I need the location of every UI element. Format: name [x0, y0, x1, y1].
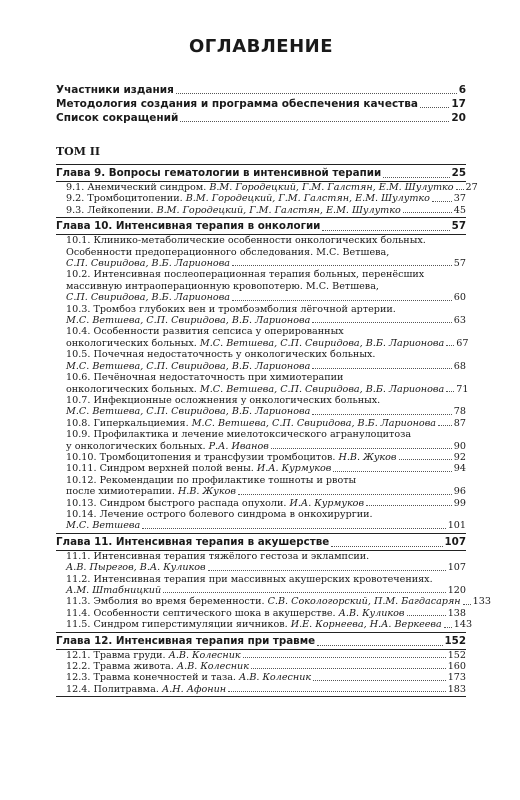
entry-text: 10.11. Синдром верхней полой вены. [66, 463, 257, 475]
front-matter-item[interactable] [56, 111, 466, 125]
dot-leader [383, 177, 450, 178]
entry-authors: М.С. Ветшева, С.П. Свиридова, В.Б. Ларионова [66, 315, 311, 327]
entry-line: 10.1. Клинико-метаболические особенности онкологических больных. [66, 235, 426, 247]
dot-leader [403, 212, 452, 213]
entry-last-line[interactable] [66, 383, 469, 395]
toc-entry [66, 205, 466, 216]
entry-text: 11.5. Синдром гиперстимуляции яичников. [66, 619, 291, 631]
entry-title [66, 441, 269, 452]
entry-authors: И.Е. Корнеева, Н.А. Веркеева [290, 619, 442, 631]
page-number: 27 [465, 182, 478, 193]
toc-entry [66, 684, 466, 695]
entry-text: Глава 12. Интенсивная терапия при травме [56, 634, 316, 647]
entry-text: после химиотерапии. [66, 486, 178, 498]
entry-last-line[interactable] [66, 498, 466, 509]
entry-title [66, 315, 310, 326]
dot-leader [313, 680, 446, 681]
entry-title [66, 406, 310, 417]
entry-authors: А.В. Колесник [176, 661, 249, 673]
dot-leader [420, 107, 449, 108]
toc-entry [66, 650, 466, 661]
dot-leader [446, 391, 454, 392]
entry-authors: Р.А. Иванов [208, 440, 269, 452]
entry-authors: С.В. Сокологорский, П.М. Багдасарян [267, 596, 461, 608]
page-number: 152 [444, 634, 466, 647]
entry-last-line[interactable] [66, 193, 466, 204]
entry-text: 12.2. Травма живота. [66, 661, 177, 673]
entry-text: 9.3. Лейкопении. [66, 204, 157, 216]
page-number: 173 [447, 672, 466, 684]
page-number: 107 [444, 535, 466, 548]
entry-text: онкологических больных. [66, 383, 200, 395]
page-number: 6 [458, 84, 466, 96]
page-number: 92 [453, 451, 466, 463]
dot-leader [407, 615, 446, 616]
page-number: 183 [447, 683, 466, 695]
toc-entry [66, 661, 466, 672]
entry-line: массивную интраоперационную кровопотерю. М.С. Ветшева, [66, 280, 379, 292]
entry-last-line[interactable] [66, 441, 466, 452]
dot-leader [232, 300, 452, 301]
page-number: 94 [453, 463, 466, 475]
dot-leader [312, 322, 451, 323]
dot-leader [243, 657, 446, 658]
entry-last-line[interactable] [66, 661, 466, 672]
chapter-heading[interactable] [56, 165, 466, 181]
entry-authors: В.М. Городецкий, Г.М. Галстян, Е.М. Шулутко [185, 193, 430, 205]
entry-last-line[interactable] [66, 463, 466, 474]
entry-title [66, 596, 461, 607]
page-number: 152 [447, 649, 466, 661]
entry-title [66, 661, 249, 672]
entry-authors: М.С. Ветшева, С.П. Свиридова, В.Б. Ларионова [66, 406, 311, 418]
entry-line: 10.4. Особенности развития сепсиса у оперированных [66, 326, 344, 338]
entry-last-line[interactable] [66, 452, 466, 463]
dot-leader [463, 604, 471, 605]
entry-line: 10.5. Почечная недостаточность у онкологических больных. [66, 349, 376, 361]
toc-entry [66, 395, 466, 418]
page-number: 63 [453, 315, 466, 327]
toc-entry [66, 574, 466, 597]
dot-leader [312, 414, 451, 415]
chapters-list [56, 164, 491, 697]
entry-text: 11.4. Особенности септического шока в акушерстве. [66, 607, 339, 619]
dot-leader [456, 189, 464, 190]
toc-entry [66, 509, 466, 532]
entry-last-line[interactable] [66, 585, 466, 596]
entry-title [66, 384, 444, 395]
entry-title [66, 205, 401, 216]
toc-entry [66, 326, 469, 349]
dot-leader [366, 505, 452, 506]
chapter-heading[interactable] [56, 534, 466, 550]
chapter-heading[interactable] [56, 218, 466, 234]
entry-text: Глава 11. Интенсивная терапия в акушерстве [56, 535, 330, 548]
page-number: 99 [453, 497, 466, 509]
toc-entry [66, 269, 466, 303]
toc-entry [66, 463, 466, 474]
entry-title [66, 361, 310, 372]
page-number: 90 [453, 440, 466, 452]
entry-title [66, 585, 161, 596]
entry-line: 10.2. Интенсивная послеоперационная терапия больных, перенёсших [66, 269, 425, 281]
entry-authors: И.А. Курмуков [289, 497, 365, 509]
entry-title [56, 633, 315, 649]
entry-title [56, 218, 320, 234]
toc-entry [66, 596, 491, 608]
entry-last-line[interactable] [66, 205, 466, 216]
page-number: 57 [453, 258, 466, 270]
entry-text: 12.1. Травма груди. [66, 649, 169, 661]
entry-text: 9.2. Тромбоцитопении. [66, 193, 186, 205]
entry-last-line[interactable] [66, 520, 466, 531]
page-number: 143 [453, 619, 473, 631]
dot-leader [322, 230, 449, 231]
entry-authors: Н.В. Жуков [177, 486, 236, 498]
entry-authors: С.П. Свиридова, В.Б. Ларионова [66, 258, 231, 270]
entry-title [66, 619, 442, 630]
dot-leader [176, 93, 457, 94]
page-number: 107 [447, 562, 466, 574]
page-number: 87 [453, 417, 466, 429]
front-matter-item[interactable] [56, 83, 466, 97]
entry-last-line[interactable] [66, 619, 473, 631]
entry-text: Список сокращений [56, 112, 179, 124]
entry-last-line[interactable] [66, 684, 466, 695]
entry-last-line[interactable] [66, 486, 466, 497]
dot-leader [251, 668, 446, 669]
page-number: 60 [453, 292, 466, 304]
front-matter-item[interactable] [56, 97, 466, 111]
front-matter-list [56, 83, 466, 125]
page-title: ОГЛАВЛЕНИЕ [188, 36, 334, 57]
entry-line: 10.12. Рекомендации по профилактике тошноты и рвоты [66, 474, 357, 486]
entry-text: 10.10. Тромбоцитопения и трансфузии тромбоцитов. [66, 451, 339, 463]
volume-heading: ТОМ II [56, 145, 101, 158]
entry-line: Особенности предоперационного обследования. М.С. Ветшева, [66, 246, 390, 258]
entry-text: Глава 9. Вопросы гематологии в интенсивной терапии [56, 167, 382, 179]
entry-line: 11.2. Интенсивная терапия при массивных акушерских кровотечениях. [66, 573, 433, 585]
toc-entry [66, 498, 466, 509]
entry-last-line[interactable] [66, 292, 466, 303]
toc-entry [66, 235, 466, 269]
entry-text: онкологических больных. [66, 337, 200, 349]
entry-text: у онкологических больных. [66, 440, 209, 452]
chapter-entries [56, 234, 469, 533]
page-number: 20 [451, 112, 466, 124]
dot-leader [228, 691, 446, 692]
chapter-heading[interactable] [56, 633, 466, 649]
entry-text: Глава 10. Интенсивная терапия в онкологии [56, 220, 321, 233]
entry-line: 10.3. Тромбоз глубоких вен и тромбоэмболия лёгочной артерии. [66, 303, 396, 315]
toc-entry [66, 372, 469, 395]
entry-authors: В.М. Городецкий, Г.М. Галстян, Е.М. Шулутко [209, 182, 454, 193]
dot-leader [444, 627, 452, 628]
page-number: 68 [453, 360, 466, 372]
page-number: 71 [456, 383, 469, 395]
entry-last-line[interactable] [66, 182, 478, 193]
page-number: 45 [453, 204, 466, 216]
entry-authors: М.С. Ветшева, С.П. Свиридова, В.Б. Ларионова [199, 337, 445, 349]
chapter-section [56, 218, 469, 534]
entry-authors: Н.В. Жуков [338, 451, 397, 463]
entry-title [66, 498, 364, 509]
entry-authors: А.В. Куликов [338, 607, 405, 619]
entry-line: 10.9. Профилактика и лечение миелотоксического агранулоцитоза [66, 429, 412, 441]
entry-authors: С.П. Свиридова, В.Б. Ларионова [66, 292, 231, 304]
entry-title [66, 562, 206, 573]
entry-title [56, 97, 418, 111]
toc-entry [66, 551, 466, 574]
entry-title [66, 520, 140, 531]
entry-title [66, 608, 405, 619]
entry-line: 10.14. Лечение острого болевого синдрома в онкохирургии. [66, 508, 373, 520]
toc-entry [66, 452, 466, 463]
page-number: 17 [451, 98, 466, 110]
entry-text: 12.3. Травма конечностей и таза. [66, 672, 240, 684]
dot-leader [331, 546, 442, 547]
entry-last-line[interactable] [66, 418, 466, 429]
chapter-entries [56, 181, 478, 217]
entry-authors: М.С. Ветшева, С.П. Свиридова, В.Б. Ларионова [199, 383, 445, 395]
entry-title [66, 650, 241, 661]
toc-entry [66, 475, 466, 498]
page-number: 25 [451, 167, 466, 179]
page-number: 120 [447, 585, 466, 596]
toc-entry [66, 429, 466, 452]
chapter-section [56, 165, 478, 218]
entry-last-line[interactable] [66, 562, 466, 573]
page-number: 37 [453, 193, 466, 205]
entry-title [66, 486, 236, 497]
entry-line: 10.6. Печёночная недостаточность при химиотерапии [66, 372, 344, 384]
entry-title [56, 165, 381, 181]
entry-authors: А.В. Колесник [239, 672, 312, 684]
entry-last-line[interactable] [66, 608, 466, 619]
dot-leader [312, 368, 451, 369]
toc-entry [66, 182, 478, 193]
dot-leader [238, 494, 452, 495]
entry-last-line[interactable] [66, 650, 466, 661]
dot-leader [432, 201, 452, 202]
entry-text: 10.8. Гиперкальциемия. [66, 417, 192, 429]
entry-text: 12.4. Политравма. [66, 683, 162, 695]
entry-text: Методология создания и программа обеспечения качества [56, 98, 418, 110]
entry-title [56, 83, 174, 97]
entry-authors: А.Н. Афонин [161, 683, 227, 695]
page-number: 96 [453, 486, 466, 498]
toc-entry [66, 672, 466, 683]
entry-last-line[interactable] [66, 361, 466, 372]
dot-leader [142, 528, 445, 529]
page-number: 138 [447, 607, 466, 619]
dot-leader [446, 345, 454, 346]
entry-authors: М.С. Ветшева, С.П. Свиридова, В.Б. Ларионова [66, 360, 311, 372]
dot-leader [438, 425, 452, 426]
page-number: 67 [456, 337, 469, 349]
entry-line: 11.1. Интенсивная терапия тяжёлого гестоза и эклампсии. [66, 550, 370, 562]
entry-text: 10.13. Синдром быстрого распада опухоли. [66, 497, 290, 509]
entry-title [66, 452, 397, 463]
dot-leader [399, 459, 452, 460]
entry-title [66, 684, 226, 695]
page-number: 101 [447, 520, 466, 532]
entry-line: 10.7. Инфекционные осложнения у онкологических больных. [66, 394, 381, 406]
entry-last-line[interactable] [66, 406, 466, 417]
dot-leader [317, 645, 442, 646]
entry-authors: А.М. Штабницкий [66, 585, 162, 596]
entry-title [66, 292, 230, 303]
page-number: 57 [451, 220, 466, 233]
entry-last-line[interactable] [66, 596, 491, 608]
chapter-entries [56, 649, 466, 697]
toc-entry [66, 619, 473, 631]
dot-leader [180, 121, 449, 122]
dot-leader [208, 570, 446, 571]
entry-last-line[interactable] [66, 258, 466, 269]
dot-leader [232, 265, 452, 266]
entry-title [56, 111, 178, 125]
entry-last-line[interactable] [66, 337, 469, 349]
entry-text: 11.3. Эмболия во время беременности. [66, 596, 268, 608]
entry-title [56, 534, 329, 550]
entry-last-line[interactable] [66, 315, 466, 326]
entry-title [66, 463, 331, 474]
entry-authors: В.М. Городецкий, Г.М. Галстян, Е.М. Шулутко [156, 204, 401, 216]
entry-title [66, 418, 436, 429]
dot-leader [271, 448, 452, 449]
chapter-section [56, 633, 466, 698]
dot-leader [333, 471, 451, 472]
toc-entry [66, 304, 466, 327]
entry-title [66, 672, 311, 683]
chapter-section [56, 534, 491, 633]
entry-title [66, 193, 430, 204]
page-number: 160 [447, 661, 466, 673]
dot-leader [163, 592, 446, 593]
page-number: 78 [453, 406, 466, 418]
toc-entry [66, 349, 466, 372]
entry-title [66, 258, 230, 269]
page-number: 133 [472, 596, 491, 608]
toc-entry [66, 608, 466, 619]
entry-authors: А.В. Пырегов, В.А. Куликов [66, 562, 206, 574]
entry-last-line[interactable] [66, 672, 466, 683]
chapter-entries [56, 550, 491, 632]
toc-entry [66, 418, 466, 429]
entry-title [66, 338, 444, 349]
entry-text: 9.1. Анемический синдром. [66, 182, 210, 193]
entry-authors: М.С. Ветшева [66, 520, 141, 532]
entry-text: Участники издания [56, 84, 174, 96]
entry-authors: И.А. Курмуков [256, 463, 332, 475]
entry-title [66, 182, 454, 193]
entry-authors: А.В. Колесник [168, 649, 241, 661]
entry-authors: М.С. Ветшева, С.П. Свиридова, В.Б. Ларионова [191, 417, 437, 429]
toc-entry [66, 193, 466, 204]
